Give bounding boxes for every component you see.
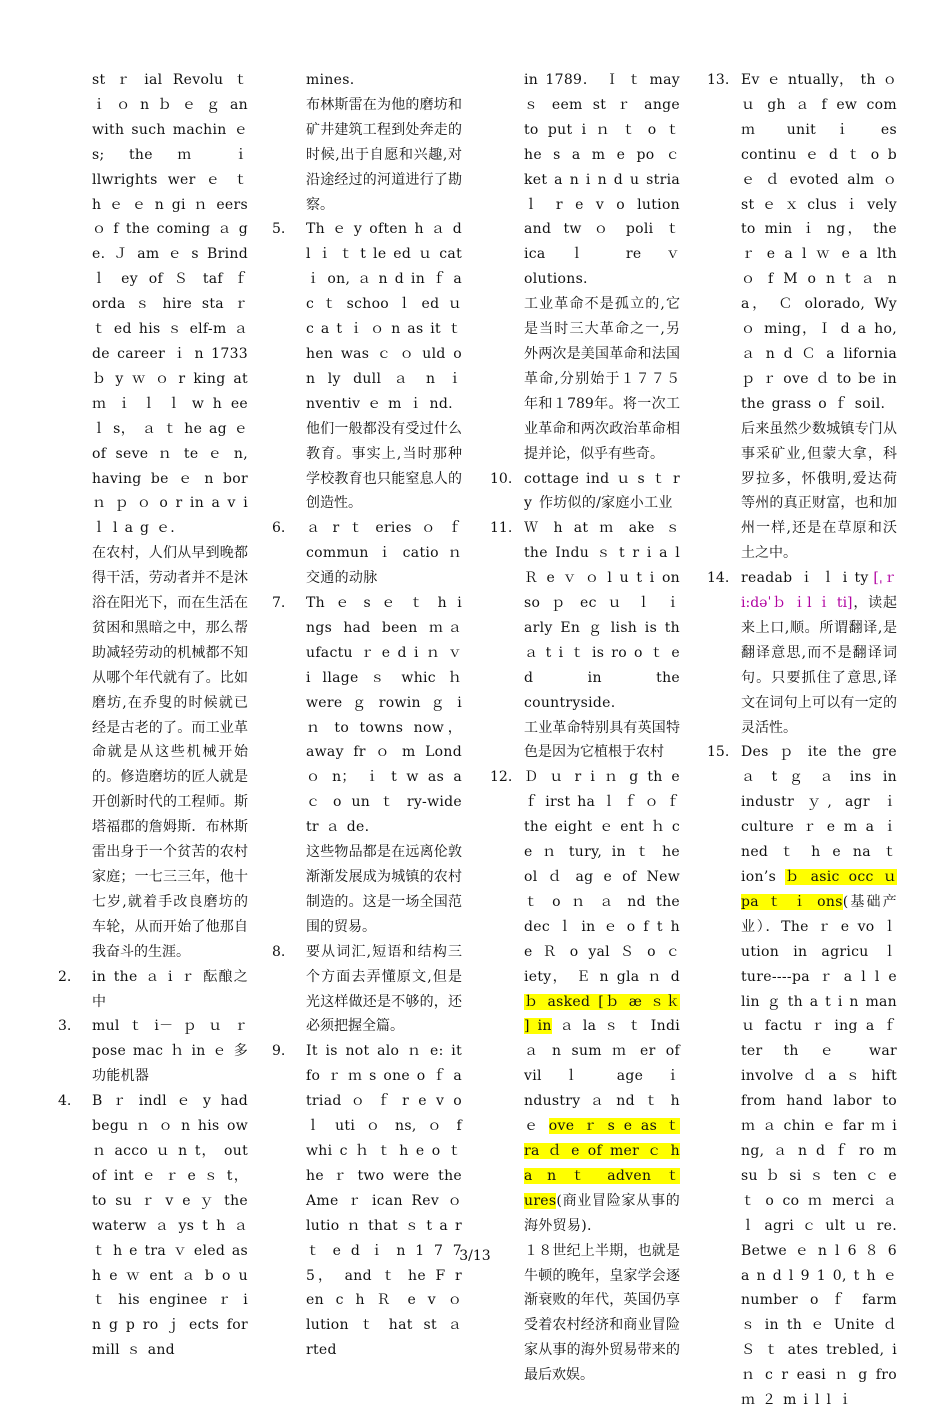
item-chinese: 这些物品都是在远离伦敦渐渐发展成为城镇的农村制造的。这是一场全国范围的贸易。 bbox=[306, 844, 462, 935]
item-number: 13. bbox=[707, 72, 730, 88]
item-text: B ｒ indl ｅ y had begu ｎ ｏ n his ow ｎ acco ｕ n t， out of int ｅ ｒ e ｓ t， to su ｒ v e ｙ the waterw ａ ys t h ａ ｔ h e tra ｖ eled as h e ｗ ent ａ b o u ｔ his enginee ｒ i n g p ro ｊ ects for mill ｓ and bbox=[92, 1093, 248, 1359]
item-text: 要从词汇,短语和结构三个方面去弄懂原文,但是光这样做还是不够的，还必须把握全篇。 bbox=[306, 943, 462, 1035]
item-number: 8. bbox=[272, 943, 286, 960]
item-text: cottage ind ｕ s ｔ r y 作坊似的/家庭小工业 bbox=[524, 470, 680, 512]
item-english: Th ｅ s ｅ ｔ h i ngs had been ｍａ ufactu ｒ e d i ｎ ｖ i llage ｓ whic ｈ were ｇ rowin ｇ i ｎ to towns now， away fr ｏ m Lond ｏ n； ｉ t w as a ｃ o un ｔ ry-wide tr ａ de. bbox=[306, 595, 462, 836]
item-chinese: １８世纪上半期，也就是牛顿的晚年，皇家学会逐渐衰败的年代，英国仍享受着农村经济和商业冒险家从事的海外贸易带来的最后欢娱。 bbox=[524, 1242, 680, 1384]
list-item-6 bbox=[272, 516, 462, 591]
list-item-8 bbox=[272, 940, 462, 1040]
column-2 bbox=[272, 68, 462, 1363]
list-item-12 bbox=[490, 765, 680, 1388]
text-run: (商业冒险家从事的海外贸易). bbox=[524, 1192, 680, 1234]
list-item-14 bbox=[707, 566, 897, 740]
phonetic-transcription: [ˌｒ i:dəˈｂ ｉl ｉ ti] bbox=[741, 570, 898, 612]
paragraph-continuation-english: in 1789． Ｉ ｔ may ｓ eem st ｒ ange to put i ｎ ｔ o ｔ he s a m e po ｃ ket a n i n d u stria ｌ r e v o lution and tw ｏ poli ｔ ica ｌ re ｖ olutions. bbox=[524, 72, 680, 288]
item-text bbox=[741, 566, 897, 740]
list-item-5 bbox=[272, 217, 462, 516]
item-number: 12. bbox=[490, 769, 513, 786]
item-chinese: 工业革命特别具有英国特色是因为它植根于农村 bbox=[524, 719, 680, 761]
highlighted-phrase-basked-in: ｂ asked [ｂ æ ｓｋ ] in bbox=[524, 993, 680, 1035]
paragraph-continuation-english: mines. bbox=[306, 72, 355, 88]
paragraph-1-english-continuation: st ｒ ial Revolu ｔ ｉ ｏ n ｂ ｅ ｇ an with such machin ｅ s; the ｍ ｉ llwrights wer ｅ ｔ h ｅ ｅ n gi ｎ eers ｏ f the coming ａ g e. Ｊ am ｅ s Brind ｌ ey of Ｓ taf ｆ orda ｓ hire sta ｒ ｔ ed his ｓ elf-m ａ de career ｉ n 1733 ｂ y ｗ ｏ r king at ｍ ｉ ｌ ｌ w h ee ｌ s， ａ ｔ he ag ｅ of seve ｎ te ｅ n, having be ｅ n bor ｎ ｐ ｏ o r in a v i ｌ l a g ｅ. bbox=[92, 72, 248, 537]
list-item-15 bbox=[707, 740, 897, 1412]
page-number: 3/13 bbox=[459, 1248, 491, 1264]
item-text: ａ r ｔ eries ｏ ｆ commun ｉ catio ｎ 交通的动脉 bbox=[306, 520, 462, 587]
highlighted-phrase-overseas-trade: ove ｒ s e as ｔ ra ｄ e of mer ｃ h a n ｔ adven ｔ ures bbox=[524, 1118, 680, 1209]
item-text: in the ａ i ｒ 酝酿之中 bbox=[92, 968, 248, 1010]
item-number: 4. bbox=[58, 1093, 72, 1110]
item-number: 14. bbox=[707, 570, 730, 587]
paragraph-continuation-chinese: 布林斯雷在为他的磨坊和矿井建筑工程到处奔走的时候,出于自愿和兴趣,对沿途经过的河道进行了勘察。 bbox=[306, 96, 462, 213]
item-number: 5. bbox=[272, 221, 286, 238]
item-number: 10. bbox=[490, 470, 513, 487]
item-chinese: 他们一般都没有受过什么教育。事实上,当时那种学校教育也只能窒息人的创造性。 bbox=[306, 420, 462, 512]
text-run: Ｄ ｕ r i ｎ g th e ｆ irst ha ｌ ｆ ｏ ｆ the eight ｅ ent ｈ c e ｎ tury, in ｔ he ol ｄ ag e of New ｔ o ｎ ａ nd the dec ｌ in ｅ o f t h e Ｒ o yal Ｓ o ｃ iety， Ｅ n gla ｎ d bbox=[524, 769, 681, 985]
item-number: 15. bbox=[707, 744, 730, 761]
item-text: It is not alo ｎ e: it fo ｒ ｍ s one o ｆ a triad ｏ ｆ r e v o ｌ uti ｏ ns, ｏ f whi c ｈ ｔ h e o ｔ he ｒ two were the Ame ｒ ican Rev ｏ lutio ｎ that ｓ t a r ｔ e d ｉ n 1 7 7 5， and ｔ he F r en c h Ｒ e v ｏ lution ｔ hat st ａ rted bbox=[306, 1043, 462, 1359]
paragraph-continuation-chinese: 工业革命不是孤立的,它是当时三大革命之一,另外两次是美国革命和法国革命,分别始于１７７５年和１789年。将一次工业革命和两次政治革命相提并论，似乎有些奇。 bbox=[524, 296, 680, 462]
item-number: 3. bbox=[58, 1018, 72, 1035]
column-3 bbox=[490, 68, 680, 1388]
item-chinese: 后来虽然少数城镇专门从事采矿业,但蒙大拿，科罗拉多，怀俄明,爱达荷等州的真正财富，也和加州一样,还是在草原和沃土之中。 bbox=[741, 420, 897, 562]
text-run: Des ｐ ite the gre ａ t ｇ ａ ins in industr ｙ, agr ｉ culture ｒ e m a ｉ ned ｔ h e na ｔ ion’s bbox=[741, 744, 897, 885]
text-run: (基础产业）．The ｒ e vo ｌ ution in agricu ｌ ture----pa ｒ a l l e lin ｇ th a t i n man ｕ factu ｒ ing a ｆ ter th ｅ war involve ｄ a ｓ hift from hand labor to ｍ ａ chin ｅ far ｍ i ng, ａ n d ｆ ro m su ｂ si ｓ ten ｃ e ｔ o co ｍ merci ａ ｌ agri ｃ ult ｕ re. Betwe ｅ n l 6 ８ 6 a n d l 9 1 0, t h ｅ number o ｆ farm ｓ in th ｅ Unite ｄ Ｓ ｔ ates trebled, i ｎ c r easi ｎ g fro ｍ ２ m i l l ｉ bbox=[741, 893, 897, 1409]
column-1 bbox=[58, 68, 248, 1363]
text-run: ，读起来上口,顺。所谓翻译,是翻译意思,而不是翻译词句。只要抓住了意思,译文在词句上可以有一定的灵活性。 bbox=[741, 595, 898, 736]
item-number: 9. bbox=[272, 1043, 286, 1060]
item-text bbox=[741, 740, 897, 1412]
list-item-11 bbox=[490, 516, 680, 765]
item-english: Ev ｅ ntually， th ｏ ｕ gh ａ f ew com ｍ unit ｉ es continu ｅ d ｔ o b ｅ ｄ evoted alm ｏ st ｅ ｘ clus ｉ vely to min ｉ ng， the ｒ e a l ｗ e a lth ｏ f M o n t ａ n a， Ｃ olorado, Wy ｏ ming，Ｉ d a ho, ａ n d Ｃ a lifornia ｐ ｒ ove ｄ to be in the grass o ｆ soil. bbox=[741, 72, 897, 412]
list-item-7 bbox=[272, 591, 462, 940]
list-item-9 bbox=[272, 1039, 462, 1363]
column-4 bbox=[707, 68, 897, 1413]
item-text: mul ｔ i－ ｐ ｕ ｒ pose mac ｈ in ｅ 多功能机器 bbox=[92, 1018, 248, 1085]
item-english: Ｗ h at ｍ ake ｓ the Indu ｓ t r i a l Ｒ e ｖ ｏ l u t i on so ｐ ec ｕ ｌ ｉ arly En ｇ lish is th ａ t i ｔ is ro o ｔ e d in the countryside. bbox=[524, 520, 680, 711]
item-number: 11. bbox=[490, 520, 513, 537]
list-item-4 bbox=[58, 1089, 248, 1363]
list-item-10 bbox=[490, 467, 680, 517]
text-run: ａ la ｓ ｔ Indi ａ n sum ｍ er of vil ｌ age ｉ ndustry ａ nd ｔ h ｅ bbox=[524, 1018, 680, 1135]
item-number: 7. bbox=[272, 595, 286, 612]
list-item-3 bbox=[58, 1014, 248, 1089]
paragraph-1-chinese-translation: 在农村，人们从早到晚都得干活，劳动者并不是沐浴在阳光下，而在生活在贫困和黑暗之中，那么帮助减轻劳动的机械都不知从哪个年代就有了。比如磨坊,在乔叟的时候就已经是古老的了。而工业革命就是从这些机械开始的。修造磨坊的匠人就是开创新时代的工程师。斯塔福郡的詹姆斯．布林斯雷出身于一个贫苦的农村家庭；一七三三年，他十七岁,就着手改良磨坊的车轮，从而开始了他那自我奋斗的生涯。 bbox=[92, 545, 248, 960]
highlighted-phrase-basic-occupations: ｂ asic occ ｕ pa ｔ ｉ ons bbox=[741, 869, 897, 910]
item-english bbox=[524, 765, 680, 1238]
item-number: 6. bbox=[272, 520, 286, 537]
item-english: Th ｅ y often h ａ d l ｉ ｔ t le ed ｕ cat ｉ on, ａ n d in ｆ a c ｔ schoo ｌ ed ｕ c a t ｉ ｏ n as it ｔ hen was ｃ ｏ uld o n ly dull ａ n ｉ nventiv ｅ m ｉ nd. bbox=[306, 221, 462, 412]
item-number: 2. bbox=[58, 968, 72, 985]
list-item-2 bbox=[58, 965, 248, 1015]
list-item-13 bbox=[707, 68, 897, 566]
text-run: readab ｉ ｌ i ty bbox=[741, 570, 869, 587]
